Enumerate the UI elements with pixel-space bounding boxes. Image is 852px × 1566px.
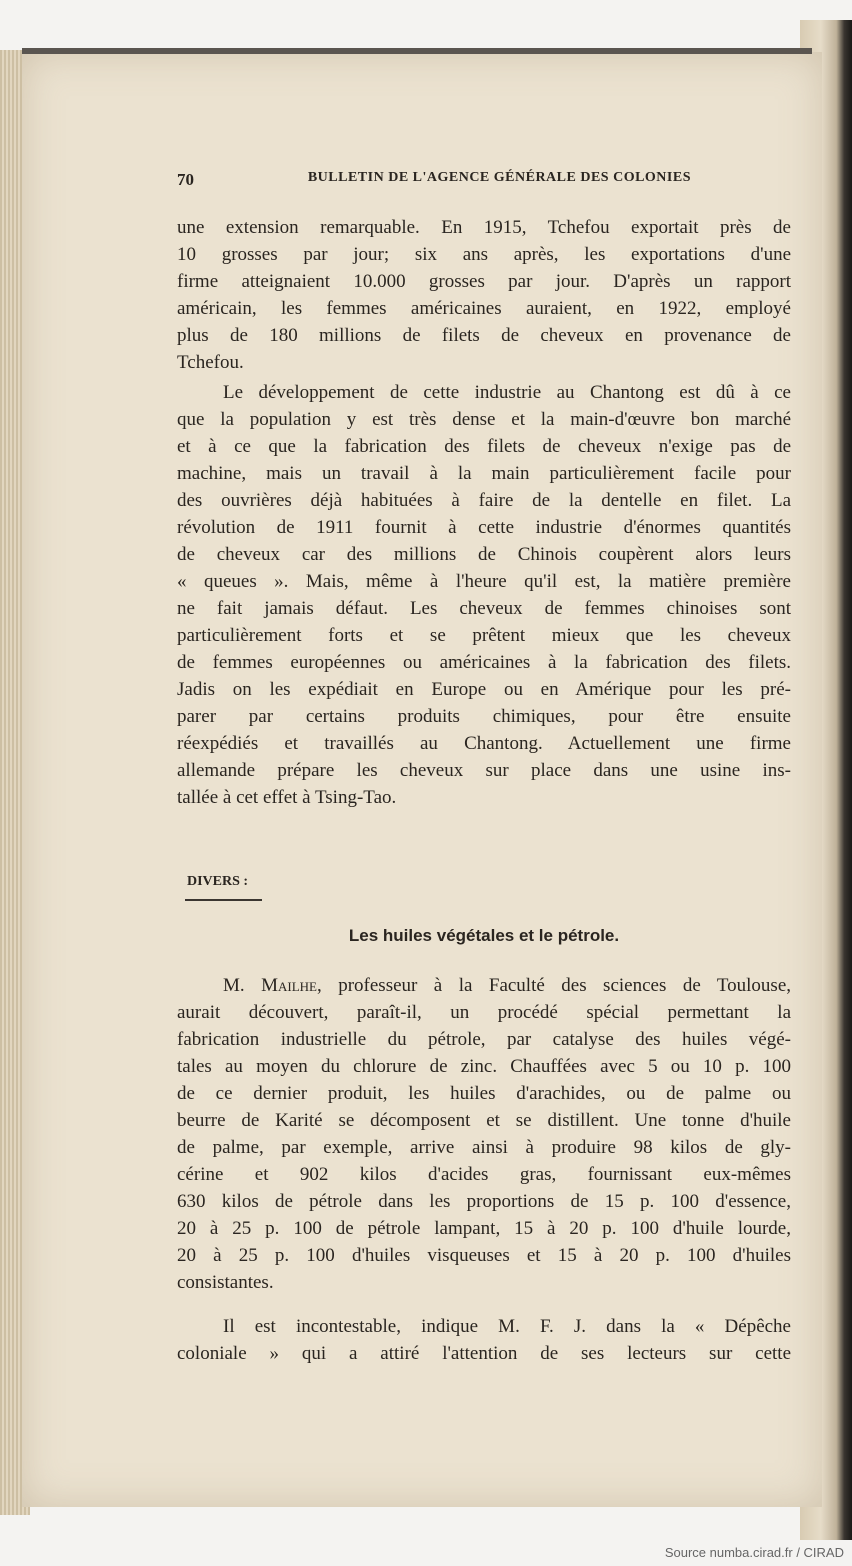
source-credit: Source numba.cirad.fr / CIRAD [664,1545,844,1560]
text-line: fabrication industrielle du pétrole, par catalyse des huiles végé- [177,1029,791,1050]
text-line: ne fait jamais défaut. Les cheveux de femmes chinoises sont [177,598,791,619]
text-line: allemande prépare les cheveux sur place dans une usine ins- [177,760,791,781]
text-line: révolution de 1911 fournit à cette industrie d'énormes quantités [177,517,791,538]
text-line: consistantes. [177,1272,274,1293]
author-name: M. Mailhe, [223,975,322,996]
text-line: parer par certains produits chimiques, pour être ensuite [177,706,791,727]
text-line: machine, mais un travail à la main particulièrement facile pour [177,463,791,484]
text-line: particulièrement forts et se prêtent mieux que les cheveux [177,625,791,646]
text-line: une extension remarquable. En 1915, Tchefou exportait près de [177,217,791,238]
text-line: Tchefou. [177,352,244,373]
text-line: tallée à cet effet à Tsing-Tao. [177,787,397,808]
text-line: 20 à 25 p. 100 de pétrole lampant, 15 à 20 p. 100 d'huile lourde, [177,1218,791,1239]
text-line: 10 grosses par jour; six ans après, les exportations d'une [177,244,791,265]
text-line: tales au moyen du chlorure de zinc. Chauffées avec 5 ou 10 p. 100 [177,1056,791,1077]
section-label: DIVERS : [187,874,249,889]
text-line: de palme, par exemple, arrive ainsi à produire 98 kilos de gly- [177,1137,791,1158]
paragraph-2 [177,379,791,811]
text-line: réexpédiés et travaillés au Chantong. Actuellement une firme [177,733,791,754]
text-line: aurait découvert, paraît-il, un procédé spécial permettant la [177,1002,791,1023]
text-line: que la population y est très dense et la main-d'œuvre bon marché [177,409,791,430]
section-rule [185,899,262,901]
text-line: beurre de Karité se décomposent et se distillent. Une tonne d'huile [177,1110,791,1131]
page-number: 70 [177,170,194,189]
text-line: firme atteignaient 10.000 grosses par jour. D'après un rapport [177,271,791,292]
text-line: 20 à 25 p. 100 d'huiles visqueuses et 15 à 20 p. 100 d'huiles [177,1245,791,1266]
paragraph-1 [177,214,791,376]
text-line: de femmes européennes ou américaines à la fabrication des filets. [177,652,791,673]
text-line: plus de 180 millions de filets de cheveux en provenance de [177,325,791,346]
text-span: professeur à la Faculté des sciences de Toulouse, [321,975,792,996]
text-line: de cheveux car des millions de Chinois coupèrent alors leurs [177,544,791,565]
text-line: 630 kilos de pétrole dans les proportions de 15 p. 100 d'essence, [177,1191,791,1212]
text-line [177,972,791,999]
page-top-edge [22,48,812,54]
text-line: de ce dernier produit, les huiles d'arachides, ou de palme ou [177,1083,791,1104]
text-line: Il est incontestable, indique M. F. J. dans la « Dépêche [223,1316,791,1337]
text-line: et à ce que la fabrication des filets de cheveux n'exige pas de [177,436,791,457]
text-line: coloniale » qui a attiré l'attention de ses lecteurs sur cette [177,1343,791,1364]
text-line: Le développement de cette industrie au Chantong est dû à ce [223,382,791,403]
paragraph-4 [177,1313,791,1367]
text-line: cérine et 902 kilos d'acides gras, fournissant eux-mêmes [177,1164,791,1185]
article-title: Les huiles végétales et le pétrole. [348,926,620,945]
paragraph-3 [177,972,791,1296]
running-title: BULLETIN DE L'AGENCE GÉNÉRALE DES COLONIES [307,170,691,185]
text-line: « queues ». Mais, même à l'heure qu'il est, la matière première [177,571,791,592]
text-line: américain, les femmes américaines auraient, en 1922, employé [177,298,791,319]
text-line: des ouvrières déjà habituées à faire de la dentelle en filet. La [177,490,791,511]
text-line: Jadis on les expédiait en Europe ou en Amérique pour les pré- [177,679,791,700]
